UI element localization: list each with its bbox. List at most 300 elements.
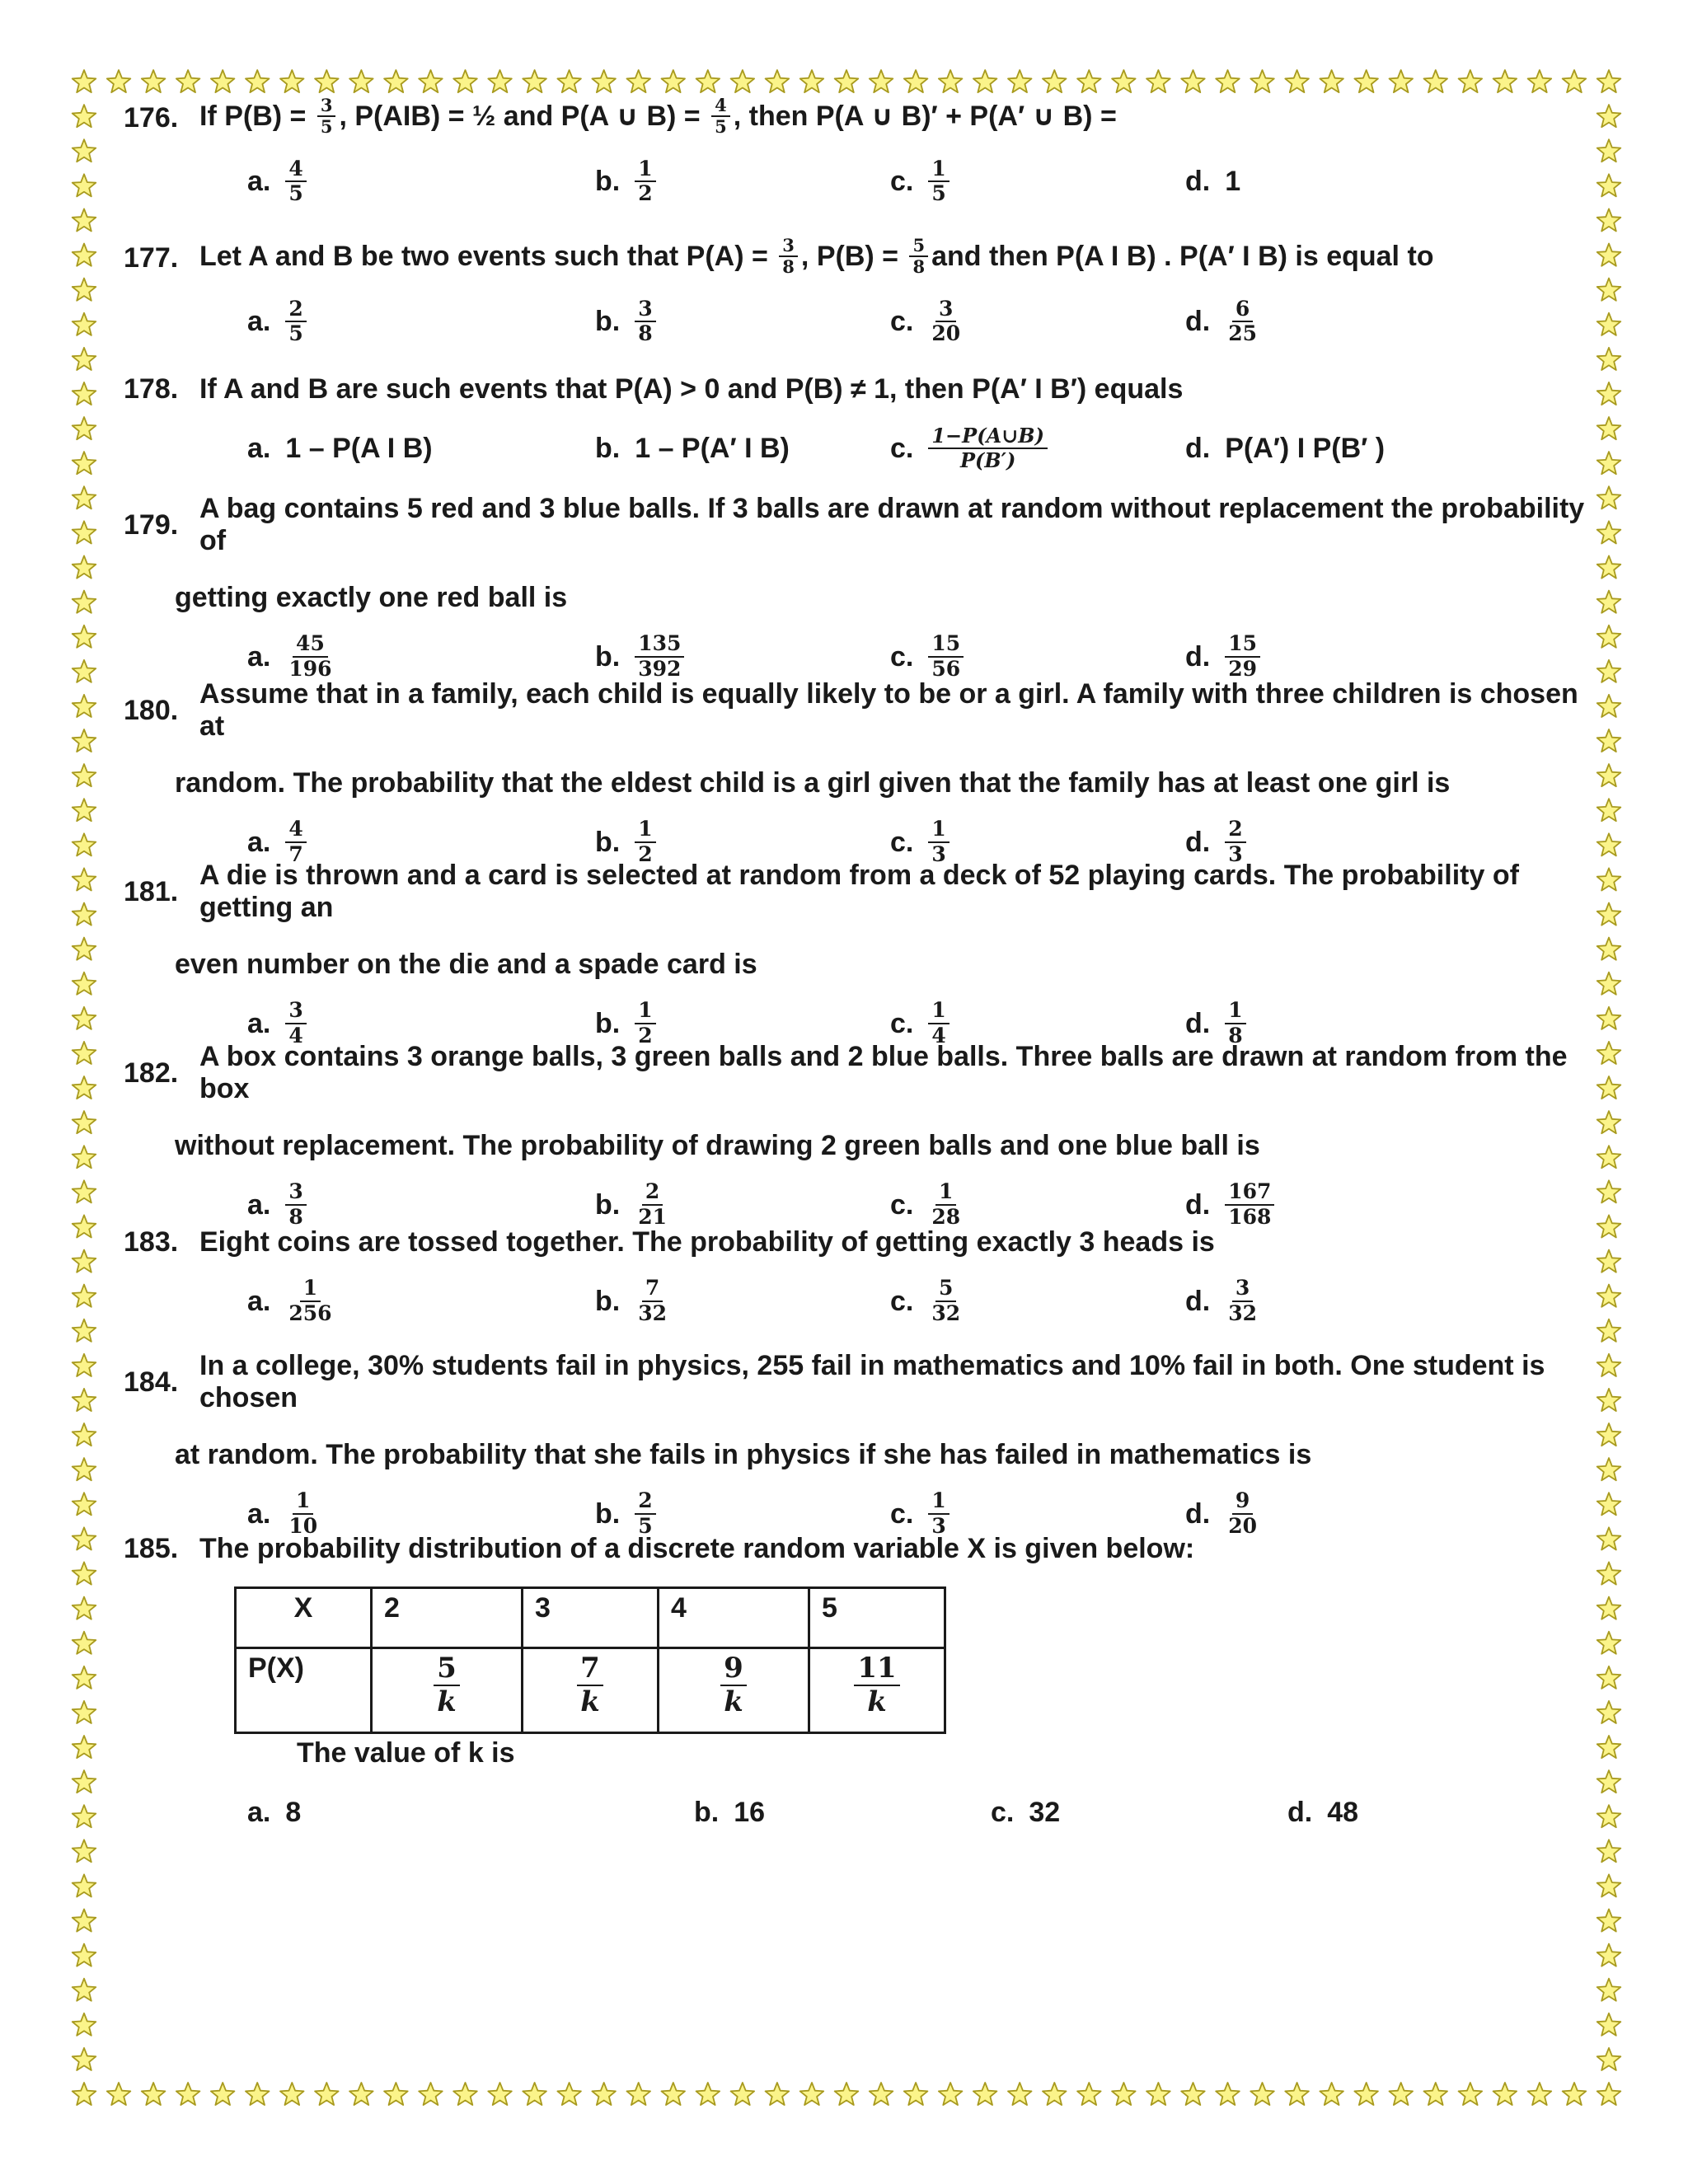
fraction: [635, 1489, 655, 1539]
fraction-denominator: 2: [638, 842, 653, 866]
star-icon: [73, 417, 96, 439]
star-icon: [1112, 2083, 1136, 2105]
option-label: b.: [595, 432, 621, 464]
star-icon: [1597, 279, 1621, 301]
fraction-numerator: 3: [1232, 1277, 1253, 1302]
text-run: A box contains 3 orange balls, 3 green balls and 2 blue balls. Three balls are drawn at random from the box: [199, 1041, 1568, 1104]
star-icon: [1528, 70, 1552, 92]
fraction-denominator: 32: [931, 1301, 961, 1325]
star-icon: [1043, 70, 1067, 92]
star-icon: [1597, 417, 1621, 439]
star-icon: [1597, 2013, 1621, 2036]
fraction: [909, 236, 928, 277]
question-text: [199, 860, 1591, 924]
star-icon: [1597, 1770, 1621, 1793]
star-icon: [1597, 764, 1621, 786]
star-icon: [1390, 2083, 1414, 2105]
star-icon: [1077, 70, 1101, 92]
option-a[interactable]: [247, 415, 433, 481]
fraction-denominator: 25: [1228, 321, 1258, 346]
fraction-numerator: 1−P(A∪B): [928, 424, 1048, 449]
option-label: d.: [1185, 640, 1211, 673]
fraction-numerator: 15: [1225, 632, 1260, 658]
question-text: [199, 1041, 1591, 1105]
probability-cell: [809, 1648, 945, 1733]
fraction-denominator: 5: [931, 181, 946, 206]
probability-cell: [523, 1648, 659, 1733]
star-icon: [1597, 903, 1621, 926]
star-icon: [1424, 2083, 1448, 2105]
fraction: [854, 1652, 899, 1718]
star-icon: [73, 521, 96, 543]
star-icon: [73, 938, 96, 960]
star-icon: [73, 486, 96, 509]
option-label: b.: [595, 1188, 621, 1221]
star-icon: [73, 2083, 96, 2105]
fraction-numerator: 4: [711, 96, 730, 117]
option-label: c.: [890, 640, 914, 673]
fraction: [285, 1180, 306, 1230]
fraction-denominator: k: [437, 1685, 457, 1719]
option-label: d.: [1185, 1188, 1211, 1221]
star-icon: [973, 2083, 997, 2105]
star-icon: [1597, 70, 1621, 92]
option-label: c.: [890, 1188, 914, 1221]
star-icon: [1597, 1910, 1621, 1932]
fraction: [285, 1277, 335, 1326]
star-icon: [107, 70, 131, 92]
fraction-numerator: 11: [854, 1652, 899, 1686]
star-icon: [870, 2083, 893, 2105]
option-d[interactable]: [1185, 288, 1260, 354]
star-icon: [1112, 70, 1136, 92]
fraction: [285, 632, 335, 682]
fraction: [720, 1652, 747, 1718]
fraction-numerator: 3: [285, 1180, 306, 1206]
option-b[interactable]: [694, 1779, 765, 1845]
fraction-numerator: 7: [577, 1652, 603, 1686]
table-note: The value of k is: [297, 1737, 515, 1769]
fraction-numerator: 1: [293, 1489, 313, 1515]
star-icon: [349, 2083, 373, 2105]
star-icon: [73, 313, 96, 335]
text-run: , then P(A ∪ B)′ + P(A′ ∪ B) =: [733, 101, 1117, 133]
star-icon: [107, 2083, 131, 2105]
question-number: 180.: [124, 694, 179, 726]
option-b[interactable]: [595, 148, 656, 214]
question-text: [199, 373, 1183, 405]
fraction: [928, 1277, 964, 1326]
question-182: [124, 1041, 1591, 1238]
fraction: [635, 157, 655, 207]
star-icon: [1146, 2083, 1170, 2105]
answer-options: [124, 148, 1591, 214]
question-stem: [124, 860, 1591, 924]
fraction-denominator: k: [580, 1685, 600, 1719]
fraction-numerator: 3: [285, 999, 306, 1024]
star-icon: [73, 1389, 96, 1411]
fraction-denominator: 8: [638, 321, 653, 346]
option-d[interactable]: [1185, 148, 1240, 214]
star-icon: [73, 1250, 96, 1272]
fraction-denominator: 7: [288, 842, 303, 866]
fraction: [285, 157, 306, 207]
question-text-continued: without replacement. The probability of drawing 2 green balls and one blue ball is: [175, 1130, 1260, 1161]
star-icon: [488, 70, 512, 92]
star-icon: [73, 660, 96, 682]
option-b[interactable]: [595, 288, 656, 354]
star-icon: [1285, 70, 1309, 92]
star-icon: [1493, 70, 1517, 92]
fraction-denominator: 3: [1228, 842, 1243, 866]
text-run: In a college, 30% students fail in physics, 255 fail in mathematics and 10% fail in both. One student is chosen: [199, 1350, 1545, 1413]
answer-options: [124, 1779, 1591, 1845]
star-icon: [1597, 1493, 1621, 1515]
star-icon: [73, 1354, 96, 1376]
option-a[interactable]: [247, 148, 307, 214]
star-icon: [73, 70, 96, 92]
fraction: [1225, 632, 1260, 682]
option-a[interactable]: [247, 1779, 301, 1845]
question-number: 179.: [124, 509, 179, 541]
option-label: a.: [247, 165, 271, 197]
star-icon: [73, 972, 96, 995]
question-stem: [124, 1350, 1591, 1414]
option-a[interactable]: [247, 1268, 335, 1334]
star-icon: [1597, 938, 1621, 960]
star-icon: [1597, 695, 1621, 717]
star-icon: [1181, 2083, 1205, 2105]
star-icon: [73, 279, 96, 301]
star-icon: [835, 70, 859, 92]
option-label: d.: [1185, 165, 1211, 197]
answer-options: [124, 288, 1591, 354]
question-number: 185.: [124, 1533, 179, 1564]
fraction-numerator: 2: [635, 1489, 655, 1515]
star-icon: [280, 70, 304, 92]
star-icon: [627, 70, 651, 92]
question-number: 184.: [124, 1366, 179, 1398]
probability-cell: [659, 1648, 809, 1733]
text-run: Assume that in a family, each child is equally likely to be or a girl. A family with three children is chosen at: [199, 678, 1578, 742]
star-icon: [800, 70, 824, 92]
star-icon: [73, 626, 96, 648]
question-number: 176.: [124, 101, 179, 134]
option-d[interactable]: [1185, 1268, 1260, 1334]
star-icon: [1597, 452, 1621, 474]
fraction-numerator: 2: [285, 298, 306, 323]
question-text: [199, 1350, 1591, 1414]
fraction: [928, 1489, 949, 1539]
star-icon: [73, 1840, 96, 1862]
star-icon: [800, 2083, 824, 2105]
star-icon: [1250, 70, 1274, 92]
option-b[interactable]: [595, 1268, 670, 1334]
fraction-denominator: k: [867, 1685, 887, 1719]
question-text: [199, 237, 1434, 279]
star-icon: [1597, 105, 1621, 127]
option-label: d.: [1185, 826, 1211, 858]
fraction: [711, 96, 730, 137]
star-icon: [766, 70, 790, 92]
star-icon: [73, 2048, 96, 2070]
option-c[interactable]: [890, 1268, 964, 1334]
star-icon: [73, 1736, 96, 1758]
option-b[interactable]: [595, 415, 790, 481]
probability-cell: [372, 1648, 523, 1733]
option-label: c.: [991, 1796, 1015, 1828]
star-icon: [1320, 70, 1343, 92]
fraction-numerator: 6: [1232, 298, 1253, 323]
question-stem: [124, 678, 1591, 743]
fraction-numerator: 9: [720, 1652, 747, 1686]
star-icon: [1597, 1319, 1621, 1342]
fraction-denominator: 32: [1228, 1301, 1258, 1325]
star-icon: [73, 1770, 96, 1793]
star-icon: [523, 70, 546, 92]
fraction-denominator: 21: [638, 1205, 668, 1229]
star-icon: [73, 1597, 96, 1619]
star-icon: [73, 1805, 96, 1827]
fraction-numerator: 45: [293, 632, 328, 658]
fraction: [928, 1180, 964, 1230]
star-icon: [523, 2083, 546, 2105]
star-icon: [766, 2083, 790, 2105]
question-stem: [124, 1533, 1591, 1565]
option-label: c.: [890, 826, 914, 858]
question-text: [199, 493, 1591, 557]
star-icon: [696, 70, 720, 92]
star-icon: [73, 1076, 96, 1099]
star-icon: [939, 70, 963, 92]
star-icon: [1597, 1423, 1621, 1446]
fraction-numerator: 4: [285, 157, 306, 183]
star-icon: [73, 764, 96, 786]
fraction-denominator: 4: [288, 1024, 303, 1047]
star-icon: [73, 174, 96, 196]
option-value: 32: [1029, 1796, 1061, 1828]
option-d[interactable]: [1287, 1779, 1358, 1845]
star-icon: [211, 2083, 235, 2105]
fraction-denominator: 28: [931, 1205, 961, 1229]
fraction: [928, 298, 964, 347]
text-run: If A and B are such events that P(A) > 0 and P(B) ≠ 1, then P(A′ I B′) equals: [199, 373, 1184, 405]
fraction-denominator: 5: [288, 321, 303, 346]
fraction-denominator: 8: [782, 256, 795, 278]
option-d[interactable]: [1185, 415, 1385, 481]
text-run: If P(B) =: [199, 101, 314, 133]
question-184: [124, 1350, 1591, 1547]
star-icon: [73, 868, 96, 890]
question-183: [124, 1226, 1591, 1334]
fraction-denominator: 20: [931, 321, 961, 346]
star-icon: [73, 1874, 96, 1896]
fraction-denominator: 8: [912, 256, 926, 278]
option-label: b.: [595, 165, 621, 197]
fraction: [285, 298, 306, 347]
option-c[interactable]: [991, 1779, 1060, 1845]
fraction-denominator: 2: [638, 1024, 653, 1047]
option-label: d.: [1185, 1497, 1211, 1530]
star-icon: [1216, 2083, 1240, 2105]
fraction-numerator: 135: [635, 632, 684, 658]
fraction-denominator: 8: [1228, 1024, 1243, 1047]
question-number: 178.: [124, 373, 179, 405]
fraction-numerator: 5: [434, 1652, 460, 1686]
question-stem: [124, 237, 1591, 279]
option-label: c.: [890, 165, 914, 197]
star-icon: [1597, 1562, 1621, 1584]
star-icon: [73, 1666, 96, 1689]
option-value: 1 – P(A′ I B): [635, 432, 790, 464]
star-icon: [73, 799, 96, 821]
fraction: [635, 298, 655, 347]
star-icon: [73, 1944, 96, 1966]
question-181: [124, 860, 1591, 1057]
header-value: 3: [523, 1588, 659, 1648]
star-icon: [1597, 868, 1621, 890]
star-icon: [73, 1180, 96, 1202]
star-icon: [1354, 70, 1378, 92]
fraction: [1225, 1180, 1274, 1230]
star-icon: [1285, 2083, 1309, 2105]
star-icon: [592, 2083, 616, 2105]
question-stem: [124, 1041, 1591, 1105]
option-c[interactable]: [890, 288, 964, 354]
question-number: 181.: [124, 875, 179, 907]
star-icon: [1597, 1285, 1621, 1307]
fraction-numerator: 5: [909, 236, 928, 257]
question-text-continued: random. The probability that the eldest child is a girl given that the family has at least one girl is: [175, 767, 1451, 799]
question-176: [124, 97, 1591, 214]
star-icon: [1597, 1389, 1621, 1411]
fraction-denominator: 392: [638, 657, 682, 681]
star-icon: [1597, 1874, 1621, 1896]
star-icon: [73, 452, 96, 474]
option-value: 8: [285, 1796, 302, 1828]
fraction-numerator: 2: [642, 1180, 663, 1206]
star-icon: [1597, 660, 1621, 682]
star-icon: [870, 70, 893, 92]
star-icon: [73, 695, 96, 717]
text-run: , P(AIB) = ½ and P(A ∪ B) =: [339, 101, 709, 133]
star-icon: [1043, 2083, 1067, 2105]
option-label: c.: [890, 1497, 914, 1530]
star-icon: [1597, 1146, 1621, 1168]
option-label: b.: [595, 1285, 621, 1317]
option-value: 1: [1225, 165, 1241, 197]
fraction-denominator: k: [724, 1685, 743, 1719]
star-icon: [1424, 70, 1448, 92]
star-icon: [1597, 972, 1621, 995]
fraction: [1225, 1489, 1260, 1539]
star-icon: [1597, 1180, 1621, 1202]
distribution-table: [234, 1586, 946, 1734]
fraction-denominator: 5: [638, 1514, 653, 1538]
text-run: Eight coins are tossed together. The probability of getting exactly 3 heads is: [199, 1226, 1215, 1258]
star-icon: [73, 555, 96, 578]
fraction-denominator: 10: [288, 1514, 318, 1538]
star-icon: [73, 1285, 96, 1307]
option-label: c.: [890, 305, 914, 337]
star-icon: [1597, 1597, 1621, 1619]
option-c[interactable]: [890, 415, 1048, 481]
fraction-denominator: 8: [288, 1205, 303, 1229]
star-icon: [73, 1423, 96, 1446]
answer-options: [124, 1268, 1591, 1334]
star-icon: [73, 348, 96, 370]
star-icon: [419, 70, 443, 92]
star-icon: [1459, 70, 1483, 92]
star-icon: [176, 70, 200, 92]
star-icon: [73, 244, 96, 266]
option-label: a.: [247, 1188, 271, 1221]
fraction-numerator: 1: [1225, 999, 1245, 1024]
option-c[interactable]: [890, 148, 950, 214]
star-icon: [1597, 1111, 1621, 1133]
text-run: A die is thrown and a card is selected at random from a deck of 52 playing cards. The probability of getting an: [199, 860, 1519, 923]
star-icon: [662, 70, 686, 92]
fraction: [1225, 298, 1260, 347]
star-icon: [73, 382, 96, 405]
star-icon: [246, 2083, 270, 2105]
star-icon: [1390, 70, 1414, 92]
star-icon: [73, 729, 96, 752]
fraction: [635, 1180, 670, 1230]
star-icon: [1354, 2083, 1378, 2105]
star-icon: [73, 1319, 96, 1342]
star-icon: [1597, 833, 1621, 855]
star-icon: [73, 1146, 96, 1168]
star-icon: [1597, 382, 1621, 405]
star-icon: [315, 70, 339, 92]
answer-options: [124, 415, 1591, 481]
option-label: a.: [247, 432, 271, 464]
option-label: a.: [247, 640, 271, 673]
fraction-denominator: 5: [320, 116, 333, 138]
fraction: [779, 236, 798, 277]
star-icon: [176, 2083, 200, 2105]
question-stem: [124, 1226, 1591, 1258]
fraction-numerator: 1: [635, 157, 655, 183]
star-icon: [557, 70, 581, 92]
fraction-denominator: 2: [638, 181, 653, 206]
fraction-numerator: 15: [928, 632, 964, 658]
option-label: b.: [694, 1796, 720, 1828]
option-a[interactable]: [247, 288, 307, 354]
star-icon: [904, 70, 928, 92]
star-icon: [1597, 1944, 1621, 1966]
fraction: [434, 1652, 460, 1718]
star-icon: [1597, 1007, 1621, 1029]
star-icon: [453, 70, 477, 92]
option-label: d.: [1185, 1007, 1211, 1039]
star-icon: [73, 1632, 96, 1654]
star-icon: [1597, 626, 1621, 648]
fraction-numerator: 2: [1225, 818, 1245, 843]
star-icon: [1528, 2083, 1552, 2105]
question-number: 182.: [124, 1057, 179, 1089]
fraction-denominator: P(B′): [959, 448, 1016, 472]
fraction-denominator: 168: [1228, 1205, 1272, 1229]
star-icon: [1597, 174, 1621, 196]
fraction-numerator: 7: [642, 1277, 663, 1302]
star-icon: [73, 139, 96, 162]
fraction-numerator: 3: [635, 298, 655, 323]
star-icon: [1597, 555, 1621, 578]
star-icon: [73, 833, 96, 855]
option-label: a.: [247, 826, 271, 858]
